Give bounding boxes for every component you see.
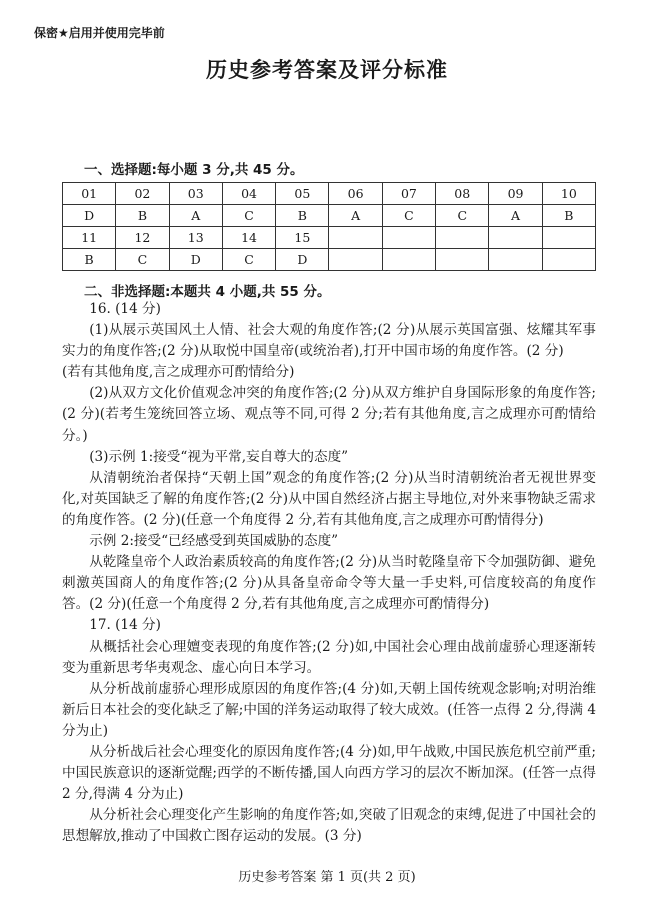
table-cell: 02 xyxy=(116,183,169,205)
answer-paragraph: 16. (14 分) xyxy=(89,301,161,317)
table-cell: 13 xyxy=(169,227,222,249)
table-row xyxy=(63,227,596,249)
table-cell xyxy=(382,227,435,249)
table-cell: D xyxy=(63,205,116,227)
answer-paragraph: 从乾隆皇帝个人政治素质较高的角度作答;(2 分)从当时乾隆皇帝下令加强防御、避免刺激英国商人的角度作答;(2 分)从具备皇帝命令等大量一手史料,可信度较高的角度作答。(2 分)(任意一个角度得 2 分,若有其他角度,言之成理亦可酌情得分) xyxy=(62,554,596,613)
answer-paragraph: 从分析战后社会心理变化的原因角度作答;(4 分)如,甲午战败,中国民族危机空前严重;中国民族意识的逐渐觉醒;西学的不断传播,国人向西方学习的层次不断加深。(任答一点得 2 分,得满 4 分为止) xyxy=(62,743,596,803)
table-cell xyxy=(489,249,542,271)
table-cell: 14 xyxy=(222,227,275,249)
answer-paragraph: (若有其他角度,言之成理亦可酌情给分) xyxy=(62,364,295,381)
answer-paragraph: 从分析社会心理变化产生影响的角度作答;如,突破了旧观念的束缚,促进了中国社会的思想解放,推动了中国救亡图存运动的发展。(3 分) xyxy=(62,807,596,845)
table-cell: C xyxy=(436,205,489,227)
table-cell: 09 xyxy=(489,183,542,205)
answer-table xyxy=(62,182,596,271)
answer-paragraph: 示例 2:接受“已经感受到英国威胁的态度” xyxy=(89,533,339,550)
table-cell: 06 xyxy=(329,183,382,205)
table-cell xyxy=(329,227,382,249)
table-cell: 03 xyxy=(169,183,222,205)
table-cell xyxy=(329,249,382,271)
table-cell: A xyxy=(169,205,222,227)
answer-paragraph: (2)从双方文化价值观念冲突的角度作答;(2 分)从双方维护自身国际形象的角度作答;(2 分)(若考生笼统回答立场、观点等不同,可得 2 分;若有其他角度,言之成理亦可酌情给分。) xyxy=(62,385,596,444)
table-cell: C xyxy=(222,205,275,227)
table-cell xyxy=(382,249,435,271)
table-cell: 04 xyxy=(222,183,275,205)
answer-paragraph: 从概括社会心理嬗变表现的角度作答;(2 分)如,中国社会心理由战前虚骄心理逐渐转变为重新思考华夷观念、虚心向日本学习。 xyxy=(62,638,596,676)
table-row xyxy=(63,249,596,271)
answer-body xyxy=(62,299,596,847)
confidential-label: 保密★启用并使用完毕前 xyxy=(34,26,165,40)
table-cell: D xyxy=(276,249,329,271)
table-cell xyxy=(489,227,542,249)
page-footer: 历史参考答案 第 1 页(共 2 页) xyxy=(238,870,416,885)
table-cell: 01 xyxy=(63,183,116,205)
table-cell xyxy=(542,227,595,249)
answer-paragraph: 从清朝统治者保持“天朝上国”观念的角度作答;(2 分)从当时清朝统治者无视世界变化,对英国缺乏了解的角度作答;(2 分)从中国自然经济占据主导地位,对外来事物缺乏需求的角度作答。(2 分)(任意一个角度得 2 分,若有其他角度,言之成理亦可酌情得分) xyxy=(62,469,596,528)
answer-paragraph: (1)从展示英国风土人情、社会大观的角度作答;(2 分)从展示英国富强、炫耀其军事实力的角度作答;(2 分)从取悦中国皇帝(或统治者),打开中国市场的角度作答。(2 分) xyxy=(62,322,596,360)
table-cell: 10 xyxy=(542,183,595,205)
table-cell: 12 xyxy=(116,227,169,249)
answer-paragraph: (3)示例 1:接受“视为平常,妄自尊大的态度” xyxy=(89,448,349,465)
page-title: 历史参考答案及评分标准 xyxy=(206,58,448,82)
table-cell xyxy=(436,249,489,271)
table-cell: 08 xyxy=(436,183,489,205)
table-cell: 11 xyxy=(63,227,116,249)
table-cell: B xyxy=(116,205,169,227)
table-cell xyxy=(542,249,595,271)
table-cell: A xyxy=(329,205,382,227)
table-row xyxy=(63,183,596,205)
answer-paragraph: 17. (14 分) xyxy=(89,617,161,634)
section-heading-nonchoice: 二、非选择题:本题共 4 小题,共 55 分。 xyxy=(84,284,331,300)
table-cell xyxy=(436,227,489,249)
table-cell: C xyxy=(116,249,169,271)
table-cell: C xyxy=(222,249,275,271)
answer-paragraph: 从分析战前虚骄心理形成原因的角度作答;(4 分)如,天朝上国传统观念影响;对明治维新后日本社会的变化缺乏了解;中国的洋务运动取得了较大成效。(任答一点得 2 分,得满 4 分为止) xyxy=(62,680,596,739)
table-cell: B xyxy=(63,249,116,271)
table-row xyxy=(63,205,596,227)
table-cell: A xyxy=(489,205,542,227)
table-cell: B xyxy=(276,205,329,227)
section-heading-choice: 一、选择题:每小题 3 分,共 45 分。 xyxy=(84,162,304,178)
table-cell: 05 xyxy=(276,183,329,205)
table-cell: C xyxy=(382,205,435,227)
table-cell: 07 xyxy=(382,183,435,205)
table-cell: D xyxy=(169,249,222,271)
table-cell: B xyxy=(542,205,595,227)
table-cell: 15 xyxy=(276,227,329,249)
